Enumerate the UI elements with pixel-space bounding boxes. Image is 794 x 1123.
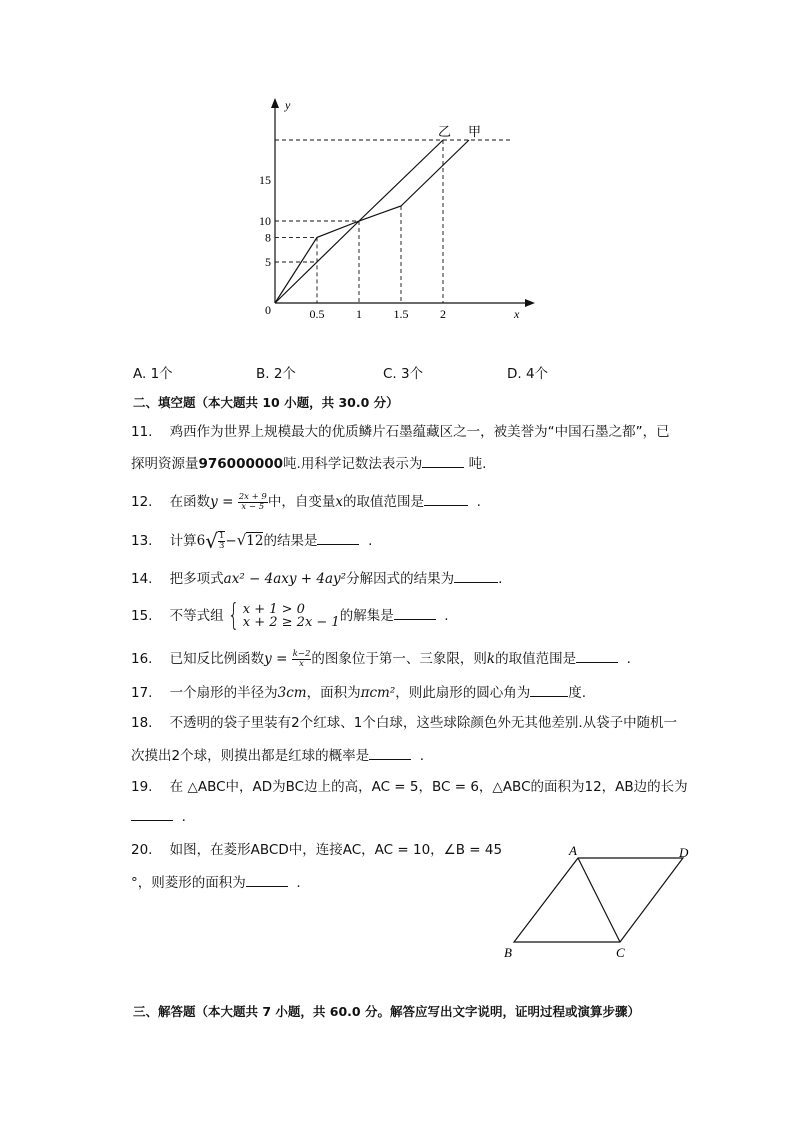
q17-tail: 度. [568, 685, 587, 701]
question-20 [131, 840, 502, 860]
q16-y: y [264, 651, 272, 667]
q12-var: x [335, 494, 343, 510]
q15-tail: . [444, 608, 449, 624]
x-axis-label: x [514, 307, 520, 321]
line-jia [275, 140, 469, 303]
section-2-heading: 二、填空题（本大题共 10 小题，共 30.0 分） [133, 395, 399, 410]
q11-tail: 吨. [468, 456, 487, 472]
q13-coef: 6 [196, 533, 206, 549]
q16-text-a: 已知反比例函数 [169, 651, 265, 667]
q16-eq: = [271, 651, 292, 667]
q16-number: 16. [131, 651, 153, 667]
q11-line1: 鸡西作为世界上规模最大的优质鳞片石墨蕴藏区之一，被美誉为“中国石墨之都”，已 [169, 424, 670, 440]
line-label-yi: 乙 [438, 124, 452, 139]
q12-y: y [210, 494, 218, 510]
question-19 [131, 777, 688, 797]
q12-text-a: 在函数 [169, 494, 211, 510]
q13-tail: . [368, 533, 373, 549]
q12-text-c: 的取值范围是 [342, 494, 424, 510]
q18-tail: . [419, 748, 424, 764]
q18-line2: 次摸出2个球，则摸出都是红球的概率是 [131, 748, 370, 764]
vertex-b-label: B [504, 945, 512, 960]
question-13 [131, 530, 372, 551]
q11-answer-blank[interactable] [422, 453, 464, 468]
q15-number: 15. [131, 608, 153, 624]
q16-text-c: 的取值范围是 [495, 651, 577, 667]
q16-fraction: $\frac{k-2}{x}$ [292, 648, 311, 669]
q12-tail: . [476, 494, 481, 510]
q18-line1: 不透明的袋子里装有2个红球、1个白球，这些球除颜色外无其他差别.从袋子中随机一 [169, 715, 678, 731]
question-18 [131, 713, 677, 733]
q15-text-b: 的解集是 [339, 608, 394, 624]
q17-text-a: 一个扇形的半径为 [169, 685, 278, 701]
q13-text-a: 计算 [169, 533, 197, 549]
vertex-a-label: A [569, 843, 577, 858]
y-tick-label-15: 15 [259, 173, 271, 187]
q12-eq: = [217, 494, 238, 510]
x-axis-arrow [525, 299, 535, 307]
question-15 [131, 598, 449, 633]
q14-answer-blank[interactable] [454, 568, 498, 583]
q16-answer-blank[interactable] [576, 648, 618, 663]
q16-tail: . [626, 651, 631, 667]
section-3-heading: 三、解答题（本大题共 7 小题，共 60.0 分。解答应写出文字说明，证明过程或演算步骤） [133, 1004, 640, 1019]
q13-radical-sign-2: √ [236, 531, 247, 549]
question-14 [131, 568, 502, 589]
q12-text-b: 中，自变量 [267, 494, 336, 510]
q14-tail: . [498, 571, 503, 587]
origin-label: 0 [265, 303, 271, 317]
question-20-cont [131, 872, 301, 893]
q13-text-b: 的结果是 [263, 533, 318, 549]
q13-minus: − [225, 533, 237, 549]
q20-number: 20. [131, 842, 153, 858]
q15-answer-blank[interactable] [394, 605, 436, 620]
line-label-jia: 甲 [468, 124, 482, 139]
q14-expression: ax² − 4axy + 4ay² [223, 571, 347, 587]
rhombus-figure [495, 840, 705, 965]
choice-d[interactable]: D. 4个 [507, 366, 549, 382]
choice-c[interactable]: C. 3个 [383, 366, 424, 382]
y-axis-label: y [285, 98, 291, 112]
choice-b[interactable]: B. 2个 [256, 366, 296, 382]
q17-answer-blank[interactable] [530, 682, 568, 697]
question-11-cont [131, 453, 486, 474]
q11-line2b: 吨.用科学记数法表示为 [283, 456, 423, 472]
x-tick-label-0.5: 0.5 [309, 307, 325, 321]
q18-answer-blank[interactable] [369, 745, 411, 760]
question-17 [131, 682, 586, 703]
q11-line2a: 探明资源量 [131, 456, 199, 472]
q20-tail: . [296, 875, 301, 891]
q18-number: 18. [131, 715, 153, 731]
q17-text-c: ，则此扇形的圆心角为 [395, 685, 531, 701]
q16-text-b: 的图象位于第一、三象限，则 [311, 651, 487, 667]
question-12 [131, 491, 481, 512]
q15-brace: { [227, 598, 239, 633]
q12-number: 12. [131, 494, 153, 510]
question-16 [131, 648, 631, 669]
q12-fraction: $\frac{2x + 9}{x - 5}$ [238, 491, 267, 512]
q11-big-number: 976000000 [198, 456, 284, 472]
q13-radical-sign-1: √ [205, 529, 218, 553]
q13-number: 13. [131, 533, 153, 549]
q20-line1: 如图，在菱形ABCD中，连接AC，AC = 10，∠B = 45 [169, 842, 503, 858]
x-tick-label-2: 2 [440, 307, 446, 321]
q13-fraction: $\frac{1}{3}$ [219, 531, 225, 551]
y-axis-arrow [271, 98, 279, 108]
vertex-c-label: C [616, 945, 625, 960]
q17-text-b: ，面积为 [306, 685, 361, 701]
question-18-cont [131, 745, 424, 766]
q15-system: x + 1 > 0 x + 2 ≥ 2x − 1 [242, 602, 340, 630]
q17-number: 17. [131, 685, 153, 701]
q15-text-a: 不等式组 [169, 608, 224, 624]
q17-area: πcm² [360, 685, 396, 701]
speed-distance-graph [255, 92, 545, 327]
q13-answer-blank[interactable] [317, 530, 359, 545]
q14-text-b: 分解因式的结果为 [346, 571, 455, 587]
x-tick-label-1: 1 [356, 307, 362, 321]
q19-tail: . [181, 809, 186, 825]
q12-answer-blank[interactable] [424, 491, 468, 506]
y-tick-label-8: 8 [265, 230, 271, 245]
q20-answer-blank[interactable] [246, 872, 288, 887]
q19-line1: 在 △ABC中，AD为BC边上的高，AC = 5，BC = 6，△ABC的面积为12，AB边的长为 [169, 779, 688, 795]
choice-a[interactable]: A. 1个 [133, 366, 173, 382]
q19-number: 19. [131, 779, 153, 795]
q11-number: 11. [131, 424, 153, 440]
q13-radicand: 12 [246, 533, 264, 549]
vertex-d-label: D [679, 845, 689, 860]
y-tick-label-5: 5 [265, 255, 271, 269]
diagonal-ac [578, 858, 620, 942]
q14-number: 14. [131, 571, 153, 587]
y-tick-label-10: 10 [259, 214, 271, 228]
q19-answer-blank[interactable] [131, 806, 173, 821]
q16-k: k [486, 651, 496, 667]
q14-text-a: 把多项式 [169, 571, 224, 587]
question-11 [131, 422, 670, 442]
question-19-cont [131, 806, 186, 827]
q17-radius: 3cm [277, 685, 307, 701]
x-tick-label-1.5: 1.5 [393, 307, 409, 321]
q20-line2a: °，则菱形的面积为 [131, 875, 246, 891]
